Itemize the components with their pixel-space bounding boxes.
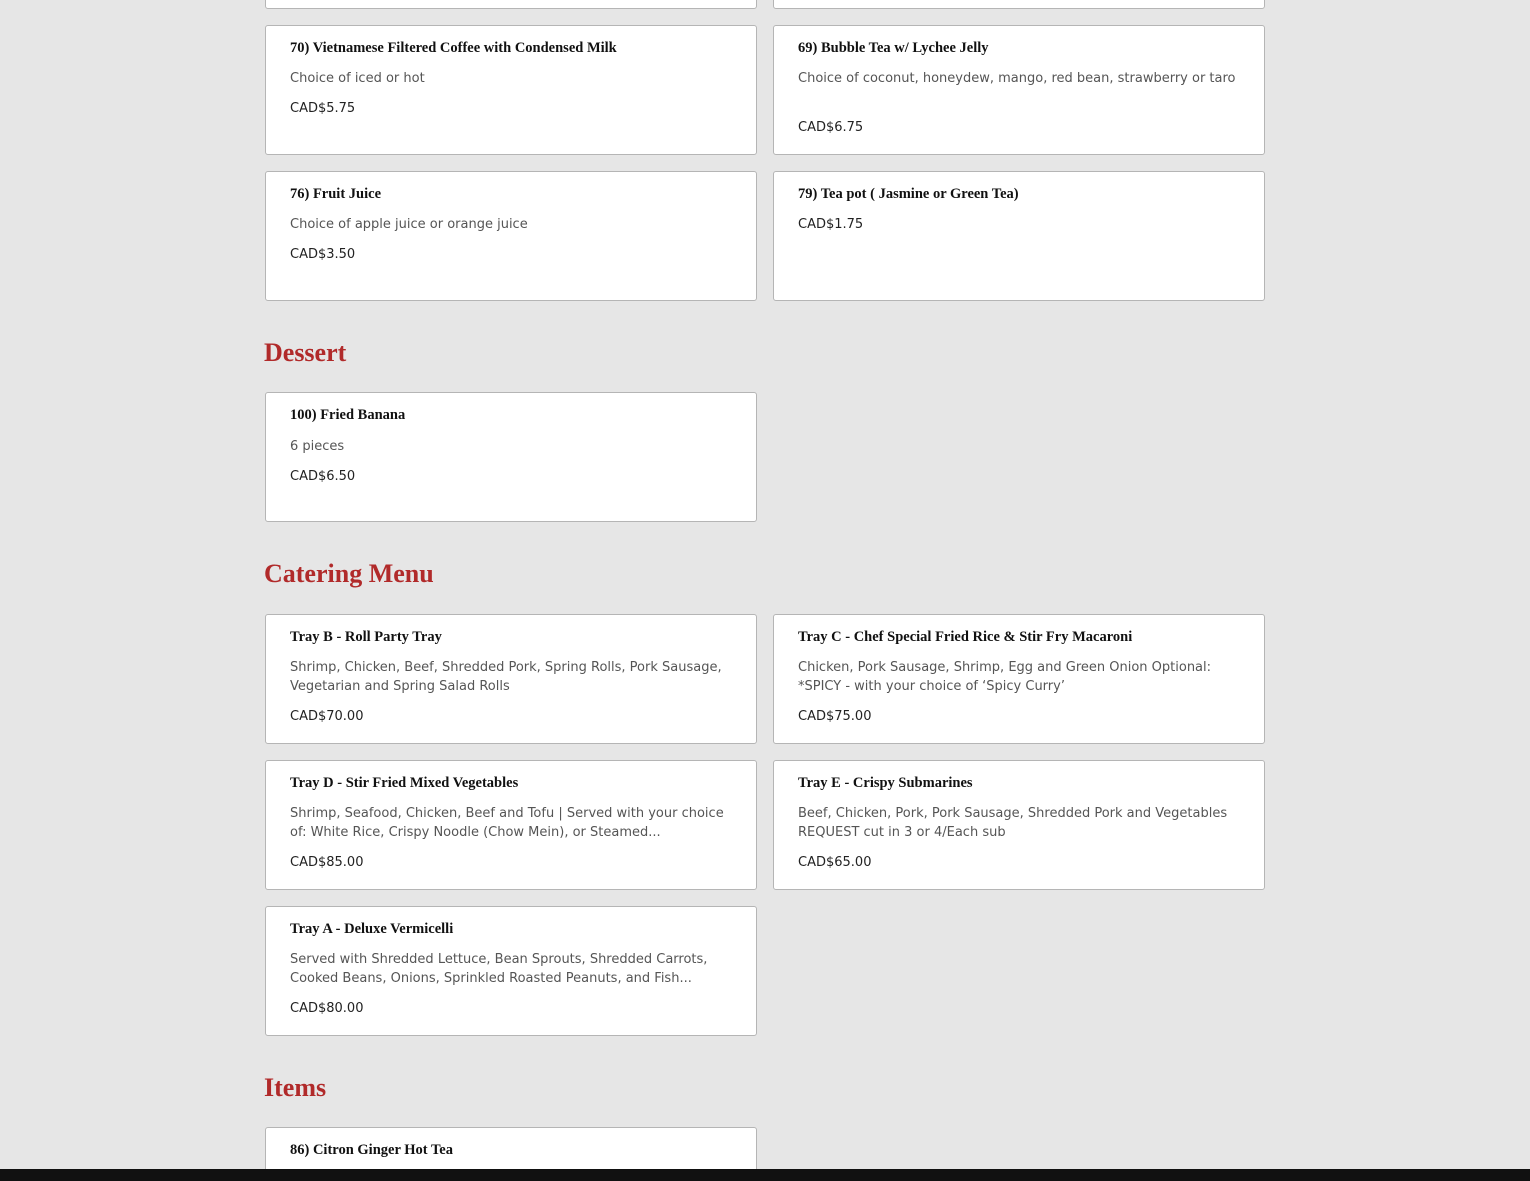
section-title-dessert: Dessert: [264, 338, 347, 367]
menu-item-description: Chicken, Pork Sausage, Shrimp, Egg and Green Onion Optional: *SPICY - with your choice of ‘Spicy Curry’: [798, 660, 1212, 694]
menu-item-name: 76) Fruit Juice: [290, 186, 382, 202]
menu-item-name: 79) Tea pot ( Jasmine or Green Tea): [798, 186, 1019, 202]
menu-item-card[interactable]: [265, 906, 757, 1036]
menu-item-name: 70) Vietnamese Filtered Coffee with Condensed Milk: [290, 40, 617, 56]
menu-item-description: Choice of iced or hot: [290, 71, 425, 86]
menu-item-card-partial[interactable]: [265, 0, 757, 9]
menu-item-card[interactable]: [265, 760, 757, 890]
menu-item-price: CAD$65.00: [798, 855, 872, 870]
menu-item-card[interactable]: [773, 171, 1265, 301]
menu-item-description: 6 pieces: [290, 439, 345, 454]
menu-item-description: Shrimp, Seafood, Chicken, Beef and Tofu | Served with your choice of: White Rice, Crispy Noodle (Chow Mein), or Steamed...: [290, 806, 724, 840]
menu-item-description: Shrimp, Chicken, Beef, Shredded Pork, Spring Rolls, Pork Sausage, Vegetarian and Spring Salad Rolls: [290, 660, 722, 694]
menu-item-name: Tray B - Roll Party Tray: [290, 629, 442, 645]
menu-item-price: CAD$1.75: [798, 217, 864, 232]
menu-item-price: CAD$6.50: [290, 469, 356, 484]
menu-item-name: Tray A - Deluxe Vermicelli: [290, 921, 454, 937]
menu-item-price: CAD$3.50: [290, 247, 356, 262]
menu-item-description: Choice of coconut, honeydew, mango, red bean, strawberry or taro: [798, 71, 1236, 86]
menu-item-card[interactable]: [265, 392, 757, 522]
menu-item-price: CAD$80.00: [290, 1001, 364, 1016]
menu-item-price: CAD$5.75: [290, 101, 356, 116]
menu-item-description: Beef, Chicken, Pork, Pork Sausage, Shredded Pork and Vegetables REQUEST cut in 3 or 4/Each sub: [798, 806, 1228, 840]
menu-item-card[interactable]: [265, 25, 757, 155]
menu-item-card[interactable]: [773, 614, 1265, 744]
menu-item-name: Tray E - Crispy Submarines: [798, 775, 973, 791]
menu-item-card[interactable]: [773, 25, 1265, 155]
menu-item-price: CAD$85.00: [290, 855, 364, 870]
menu-item-name: 100) Fried Banana: [290, 407, 406, 423]
menu-item-name: 86) Citron Ginger Hot Tea: [290, 1142, 453, 1158]
menu-item-name: 69) Bubble Tea w/ Lychee Jelly: [798, 40, 989, 56]
menu-item-price: CAD$70.00: [290, 709, 364, 724]
menu-item-description: Served with Shredded Lettuce, Bean Sprouts, Shredded Carrots, Cooked Beans, Onions, Sprinkled Roasted Peanuts, and Fish...: [290, 952, 708, 986]
menu-item-name: Tray D - Stir Fried Mixed Vegetables: [290, 775, 519, 791]
menu-item-description: Choice of apple juice or orange juice: [290, 217, 528, 232]
menu-item-price: CAD$6.75: [798, 120, 864, 135]
menu-item-card[interactable]: [773, 760, 1265, 890]
section-title-catering-menu: Catering Menu: [264, 559, 434, 588]
menu-item-card[interactable]: [265, 614, 757, 744]
bottom-bar: [0, 1169, 1530, 1181]
section-title-items: Items: [264, 1073, 327, 1102]
menu-item-name: Tray C - Chef Special Fried Rice & Stir Fry Macaroni: [798, 629, 1133, 645]
menu-item-card-partial[interactable]: [773, 0, 1265, 9]
menu-item-card[interactable]: [265, 171, 757, 301]
menu-item-price: CAD$75.00: [798, 709, 872, 724]
